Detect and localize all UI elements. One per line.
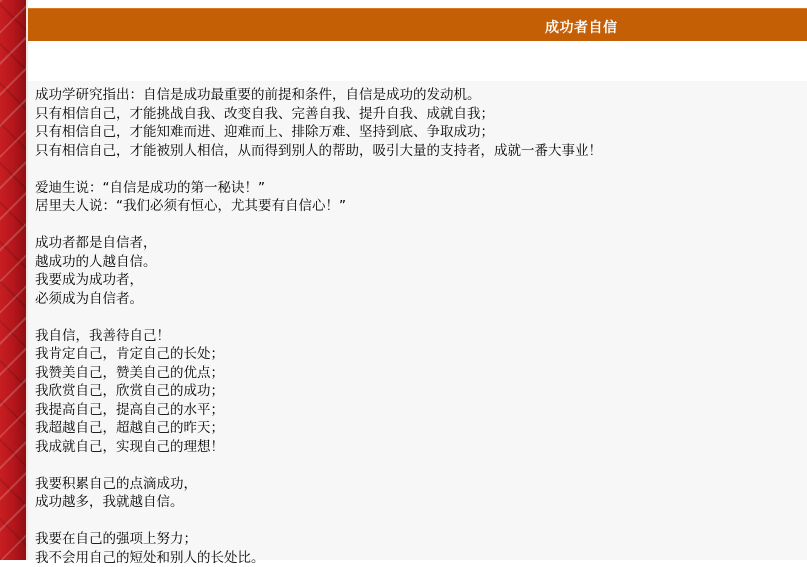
paragraph-break bbox=[35, 160, 807, 179]
paragraph-break bbox=[35, 216, 807, 235]
title-spacer bbox=[28, 41, 807, 81]
article-line: 我要成为成功者， bbox=[35, 271, 807, 290]
article-line: 只有相信自己，才能被别人相信，从而得到别人的帮助，吸引大量的支持者，成就一番大事业！ bbox=[35, 142, 807, 161]
article-line: 只有相信自己，才能挑战自我、改变自我、完善自我、提升自我、成就自我； bbox=[35, 105, 807, 124]
paragraph-break bbox=[35, 456, 807, 475]
decorative-side-stripe bbox=[0, 0, 26, 560]
article-line: 我要在自己的强项上努力； bbox=[35, 530, 807, 549]
article-body bbox=[28, 81, 807, 560]
article-line: 我提高自己，提高自己的水平； bbox=[35, 401, 807, 420]
article-line: 我赞美自己，赞美自己的优点； bbox=[35, 364, 807, 383]
page-title: 成功者自信 bbox=[545, 17, 618, 37]
article-line: 成功者都是自信者， bbox=[35, 234, 807, 253]
article-line: 我欣赏自己，欣赏自己的成功； bbox=[35, 382, 807, 401]
article-line: 我成就自己，实现自己的理想！ bbox=[35, 438, 807, 457]
article-line: 越成功的人越自信。 bbox=[35, 253, 807, 272]
article-line: 我要积累自己的点滴成功， bbox=[35, 475, 807, 494]
paragraph-break bbox=[35, 512, 807, 531]
article-line: 我自信，我善待自己！ bbox=[35, 327, 807, 346]
paragraph-break bbox=[35, 308, 807, 327]
article-line: 成功越多，我就越自信。 bbox=[35, 493, 807, 512]
article-line: 必须成为自信者。 bbox=[35, 290, 807, 309]
article-line: 我肯定自己，肯定自己的长处； bbox=[35, 345, 807, 364]
article-line: 只有相信自己，才能知难而进、迎难而上、排除万难、坚持到底、争取成功； bbox=[35, 123, 807, 142]
title-bar bbox=[28, 8, 807, 41]
article-line: 爱迪生说：“自信是成功的第一秘诀！” bbox=[35, 179, 807, 198]
top-margin bbox=[28, 0, 807, 8]
article-line: 居里夫人说：“我们必须有恒心，尤其要有自信心！” bbox=[35, 197, 807, 216]
article-line: 成功学研究指出：自信是成功最重要的前提和条件，自信是成功的发动机。 bbox=[35, 86, 807, 105]
article-line: 我超越自己，超越自己的昨天； bbox=[35, 419, 807, 438]
article-line: 我不会用自己的短处和别人的长处比。 bbox=[35, 549, 807, 567]
